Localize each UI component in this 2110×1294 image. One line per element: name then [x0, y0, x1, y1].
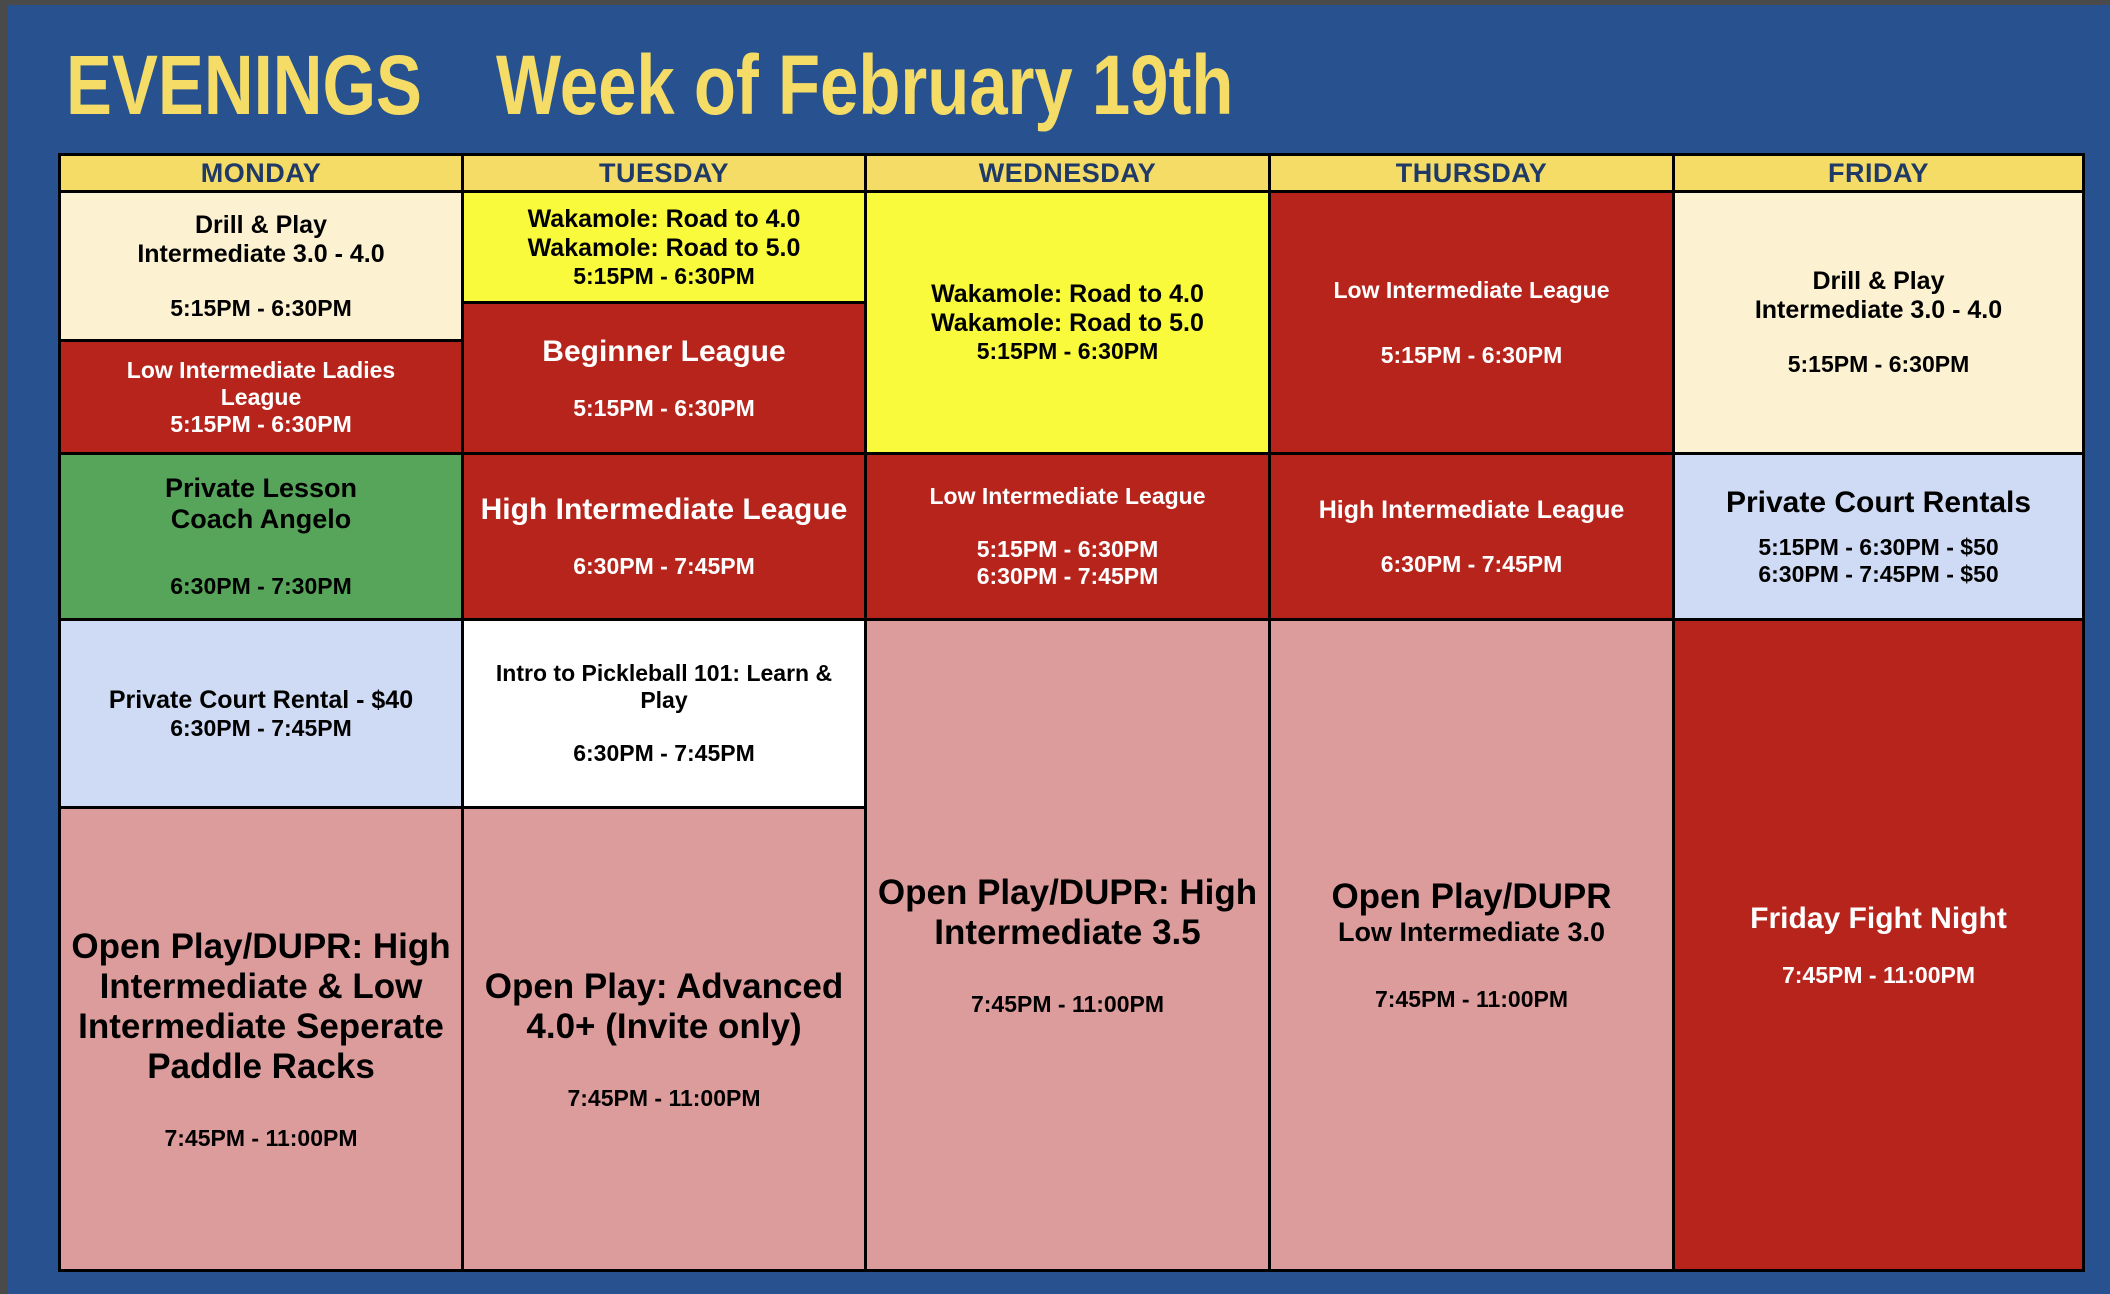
event-title: Private Court Rentals — [1725, 485, 2032, 519]
event-subtitle: Low Intermediate 3.0 — [1337, 917, 1606, 947]
event-title: Beginner League — [542, 334, 786, 368]
event-title: Low Intermediate League — [1333, 276, 1610, 303]
event-ladies-league-monday[interactable] — [61, 342, 461, 452]
week-title: Week of February 19th — [496, 38, 1234, 132]
event-title: Open Play/DUPR: High — [877, 872, 1258, 912]
event-title: Wakamole: Road to 4.0 — [527, 204, 801, 233]
event-title-line-3: Intermediate Seperate — [78, 1006, 444, 1046]
event-time: 5:15PM - 6:30PM — [573, 262, 755, 289]
event-time: 5:15PM - 6:30PM — [170, 410, 352, 437]
event-time: 7:45PM - 11:00PM — [164, 1124, 358, 1151]
event-time: 6:30PM - 7:45PM — [170, 714, 352, 741]
day-header-tuesday: TUESDAY — [464, 156, 864, 190]
event-time: 5:15PM - 6:30PM — [976, 338, 1159, 364]
event-title: Low Intermediate League — [929, 483, 1206, 509]
event-low-int-league-wednesday[interactable] — [867, 455, 1268, 618]
event-time: 7:45PM - 11:00PM — [567, 1084, 761, 1111]
event-title: Drill & Play — [195, 210, 327, 239]
event-time: 5:15PM - 6:30PM — [976, 536, 1159, 562]
event-subtitle: Wakamole: Road to 5.0 — [931, 309, 1204, 337]
day-header-monday: MONDAY — [61, 156, 461, 190]
event-beginner-league-tuesday[interactable] — [464, 304, 864, 452]
event-court-rentals-friday[interactable] — [1675, 455, 2082, 618]
day-header-friday: FRIDAY — [1675, 156, 2082, 190]
event-open-play-monday[interactable] — [61, 809, 461, 1269]
event-time: 6:30PM - 7:45PM — [1380, 550, 1563, 577]
event-subtitle: Intermediate 3.5 — [934, 912, 1201, 952]
event-subtitle: League — [220, 383, 302, 410]
event-time: 5:15PM - 6:30PM — [1380, 341, 1563, 368]
event-open-play-thursday[interactable] — [1271, 621, 1672, 1269]
event-subtitle: Intermediate 3.0 - 4.0 — [1754, 296, 2003, 324]
event-title-line-2: Intermediate & Low — [99, 966, 423, 1006]
event-subtitle: Play — [640, 687, 688, 713]
event-title: Intro to Pickleball 101: Learn & — [495, 660, 833, 686]
event-title: Open Play/DUPR — [1331, 877, 1612, 916]
event-drill-play-monday[interactable] — [61, 193, 461, 339]
event-fight-night-friday[interactable] — [1675, 621, 2082, 1269]
event-time: 6:30PM - 7:45PM — [573, 553, 755, 579]
event-time: 6:30PM - 7:45PM — [976, 563, 1159, 589]
event-title: Friday Fight Night — [1750, 901, 2007, 935]
event-title: Low Intermediate Ladies — [126, 356, 396, 383]
event-wakamole-wednesday[interactable] — [867, 193, 1268, 452]
day-header-wednesday: WEDNESDAY — [867, 156, 1268, 190]
event-high-int-league-tuesday[interactable] — [464, 455, 864, 618]
event-time: 7:45PM - 11:00PM — [1781, 961, 1976, 988]
event-title: Private Court Rental - $40 — [108, 685, 414, 714]
event-low-int-league-thursday[interactable] — [1271, 193, 1672, 452]
event-time: 5:15PM - 6:30PM - $50 — [1758, 533, 1999, 560]
event-title: Open Play: Advanced — [484, 966, 844, 1006]
event-high-int-league-thursday[interactable] — [1271, 455, 1672, 618]
day-header-thursday: THURSDAY — [1271, 156, 1672, 190]
event-time: 5:15PM - 6:30PM — [573, 394, 755, 421]
event-private-lesson-monday[interactable] — [61, 455, 461, 618]
event-title-line-1: Open Play/DUPR: High — [71, 926, 451, 966]
event-time: 5:15PM - 6:30PM — [1787, 351, 1970, 377]
event-time: 7:45PM - 11:00PM — [970, 990, 1165, 1017]
event-subtitle: Intermediate 3.0 - 4.0 — [137, 239, 385, 268]
event-title: High Intermediate League — [480, 493, 848, 526]
event-time: 6:30PM - 7:45PM - $50 — [1758, 560, 1999, 587]
schedule-grid — [58, 153, 2085, 1272]
event-time: 5:15PM - 6:30PM — [170, 294, 352, 321]
event-title: Drill & Play — [1812, 267, 1945, 295]
event-intro-pickleball-tuesday[interactable] — [464, 621, 864, 806]
event-drill-play-friday[interactable] — [1675, 193, 2082, 452]
event-title: Private Lesson — [164, 473, 358, 503]
event-subtitle: 4.0+ (Invite only) — [526, 1006, 802, 1046]
page-title: EVENINGS — [66, 38, 422, 132]
event-open-play-wednesday[interactable] — [867, 621, 1268, 1269]
event-subtitle: Wakamole: Road to 5.0 — [527, 233, 801, 262]
event-title: Wakamole: Road to 4.0 — [931, 280, 1204, 308]
event-time: 6:30PM - 7:30PM — [170, 573, 352, 599]
event-time: 7:45PM - 11:00PM — [1374, 986, 1569, 1012]
event-subtitle: Coach Angelo — [170, 504, 352, 534]
event-time: 6:30PM - 7:45PM — [573, 740, 755, 766]
schedule-board — [8, 5, 2110, 1294]
event-wakamole-tuesday[interactable] — [464, 193, 864, 301]
event-open-play-tuesday[interactable] — [464, 809, 864, 1269]
event-title-line-4: Paddle Racks — [147, 1046, 375, 1086]
event-court-rental-monday[interactable] — [61, 621, 461, 806]
event-title: High Intermediate League — [1318, 495, 1625, 524]
